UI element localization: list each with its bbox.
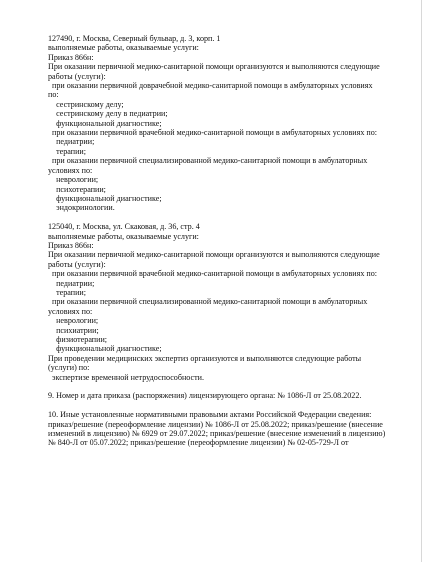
order-line: Приказ 866н: bbox=[48, 240, 94, 250]
doctor-care-line: при оказании первичной врачебной медико-санитарной помощи в амбулаторных условиях по: bbox=[48, 128, 378, 138]
list-item: экспертизе временной нетрудоспособности. bbox=[48, 372, 205, 382]
specialized-care-line: при оказании первичной специализированной медико-санитарной помощи в амбулаторных bbox=[48, 297, 368, 307]
list-item: функциональной диагностике; bbox=[48, 193, 162, 203]
specialized-care-line: условиях по: bbox=[48, 165, 93, 175]
specialized-care-line: условиях по: bbox=[48, 306, 93, 316]
pre-doctor-care-line: при оказании первичной доврачебной медико-санитарной помощи в амбулаторных условиях bbox=[48, 81, 373, 91]
order-line: Приказ 866н: bbox=[48, 52, 94, 62]
expertise-line: (услуги) по: bbox=[48, 363, 90, 373]
paragraph-line: изменений в лицензию) № 6929 от 29.07.2022; приказ/решение (внесение изменений в лицензию) bbox=[48, 429, 386, 439]
spacer bbox=[48, 213, 408, 222]
spacer bbox=[48, 382, 408, 391]
list-item: физиотерапии; bbox=[48, 334, 108, 344]
pre-doctor-care-line: по: bbox=[48, 90, 59, 100]
primary-care-line: работы (услуги): bbox=[48, 259, 106, 269]
section-address-2 bbox=[48, 222, 408, 382]
item-9-order-number: 9. Номер и дата приказа (распоряжения) лицензирующего органа: № 1086-Л от 25.08.2022. bbox=[48, 391, 362, 401]
list-item: педиатрии; bbox=[48, 137, 95, 147]
spacer bbox=[48, 401, 408, 410]
list-item: сестринскому делу в педиатрии; bbox=[48, 109, 168, 119]
list-item: сестринскому делу; bbox=[48, 99, 124, 109]
list-item: психиатрии; bbox=[48, 325, 99, 335]
list-item: эндокринологии. bbox=[48, 203, 115, 213]
specialized-care-line: при оказании первичной специализированной медико-санитарной помощи в амбулаторных bbox=[48, 156, 368, 166]
item-10-other-info bbox=[48, 410, 408, 448]
list-item: неврологии; bbox=[48, 175, 99, 185]
primary-care-line: работы (услуги): bbox=[48, 71, 106, 81]
primary-care-line: При оказании первичной медико-санитарной помощи организуются и выполняются следующие bbox=[48, 250, 380, 260]
list-item: педиатрии; bbox=[48, 278, 95, 288]
primary-care-line: При оказании первичной медико-санитарной помощи организуются и выполняются следующие bbox=[48, 62, 380, 72]
list-item: психотерапии; bbox=[48, 184, 106, 194]
section-address-1 bbox=[48, 34, 408, 213]
list-item: терапии; bbox=[48, 146, 86, 156]
list-item: функциональной диагностике; bbox=[48, 344, 162, 354]
expertise-line: При проведении медицинских экспертиз организуются и выполняются следующие работы bbox=[48, 353, 362, 363]
works-label: выполняемые работы, оказываемые услуги: bbox=[48, 231, 199, 241]
doctor-care-line: при оказании первичной врачебной медико-санитарной помощи в амбулаторных условиях по: bbox=[48, 269, 378, 279]
document-body bbox=[48, 34, 408, 448]
paragraph-line: 10. Иные установленные нормативными правовыми актами Российской Федерации сведения: bbox=[48, 410, 372, 420]
paragraph-line: № 840-Л от 05.07.2022; приказ/решение (переоформление лицензии) № 02-05-729-Л от bbox=[48, 438, 349, 448]
list-item: терапии; bbox=[48, 287, 86, 297]
address-line: 127490, г. Москва, Северный бульвар, д. 3, корп. 1 bbox=[48, 34, 221, 43]
list-item: неврологии; bbox=[48, 316, 99, 326]
address-line: 125040, г. Москва, ул. Скаковая, д. 36, стр. 4 bbox=[48, 222, 200, 232]
paragraph-line: приказ/решение (переоформление лицензии) № 1086-Л от 25.08.2022; приказ/решение (внесение bbox=[48, 419, 383, 429]
list-item: функциональной диагностике; bbox=[48, 118, 162, 128]
works-label: выполняемые работы, оказываемые услуги: bbox=[48, 43, 199, 53]
